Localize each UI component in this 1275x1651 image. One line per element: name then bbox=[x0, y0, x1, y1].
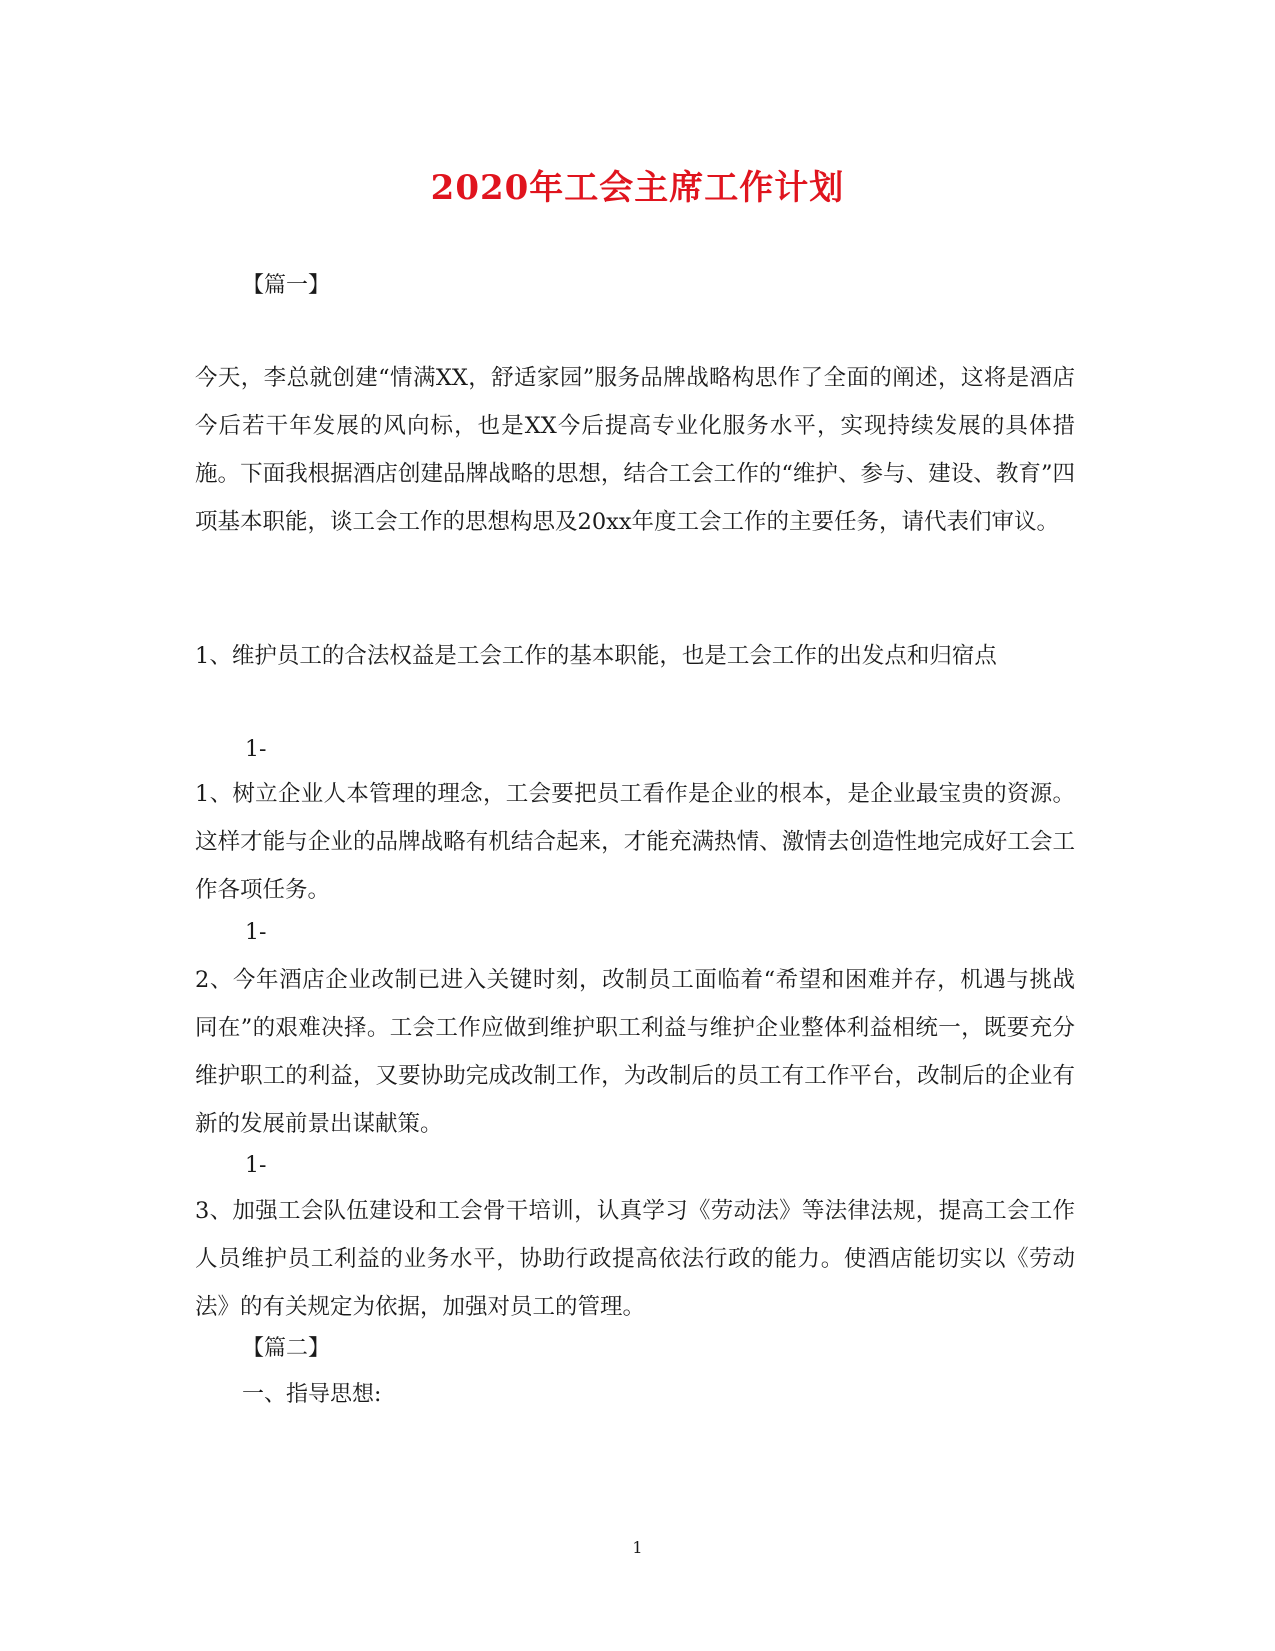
sub-item-text: 2、今年酒店企业改制已进入关键时刻，改制员工面临着“希望和困难并存，机遇与挑战同在”的艰难决择。工会工作应做到维护职工利益与维护企业整体利益相统一，既要充分维护职工的利益，又要协助完成改制工作，为改制后的员工有工作平台，改制后的企业有新的发展前景出谋献策。 bbox=[195, 967, 1075, 1137]
intro-paragraph: 今天，李总就创建“情满XX，舒适家园”服务品牌战略构思作了全面的阐述，这将是酒店今后若干年发展的风向标，也是XX今后提高专业化服务水平，实现持续发展的具体措施。下面我根据酒店创建品牌战略的思想，结合工会工作的“维护、参与、建设、教育”四项基本职能，谈工会工作的思想构思及20xx年度工会工作的主要任务，请代表们审议。 bbox=[195, 365, 1075, 535]
section-label-one: 【篇一】 bbox=[242, 273, 331, 298]
sub-item-text: 3、加强工会队伍建设和工会骨干培训，认真学习《劳动法》等法律法规，提高工会工作人员维护员工利益的业务水平，协助行政提高依法行政的能力。使酒店能切实以《劳动法》的有关规定为依据，加强对员工的管理。 bbox=[195, 1198, 1075, 1320]
sub-item-marker: 1- bbox=[245, 1153, 267, 1178]
section-label-two: 【篇二】 bbox=[242, 1336, 331, 1361]
page-number: 1 bbox=[632, 1538, 643, 1557]
sub-item-text: 1、树立企业人本管理的理念，工会要把员工看作是企业的根本，是企业最宝贵的资源。这样才能与企业的品牌战略有机结合起来，才能充满热情、激情去创造性地完成好工会工作各项任务。 bbox=[195, 781, 1075, 903]
sub-item-marker: 1- bbox=[245, 737, 267, 762]
document-title: 2020年工会主席工作计划 bbox=[430, 168, 845, 208]
guiding-thought-heading: 一、指导思想: bbox=[242, 1382, 382, 1407]
point-one-heading: 1、维护员工的合法权益是工会工作的基本职能，也是工会工作的出发点和归宿点 bbox=[195, 643, 997, 669]
sub-item-marker: 1- bbox=[245, 920, 267, 945]
